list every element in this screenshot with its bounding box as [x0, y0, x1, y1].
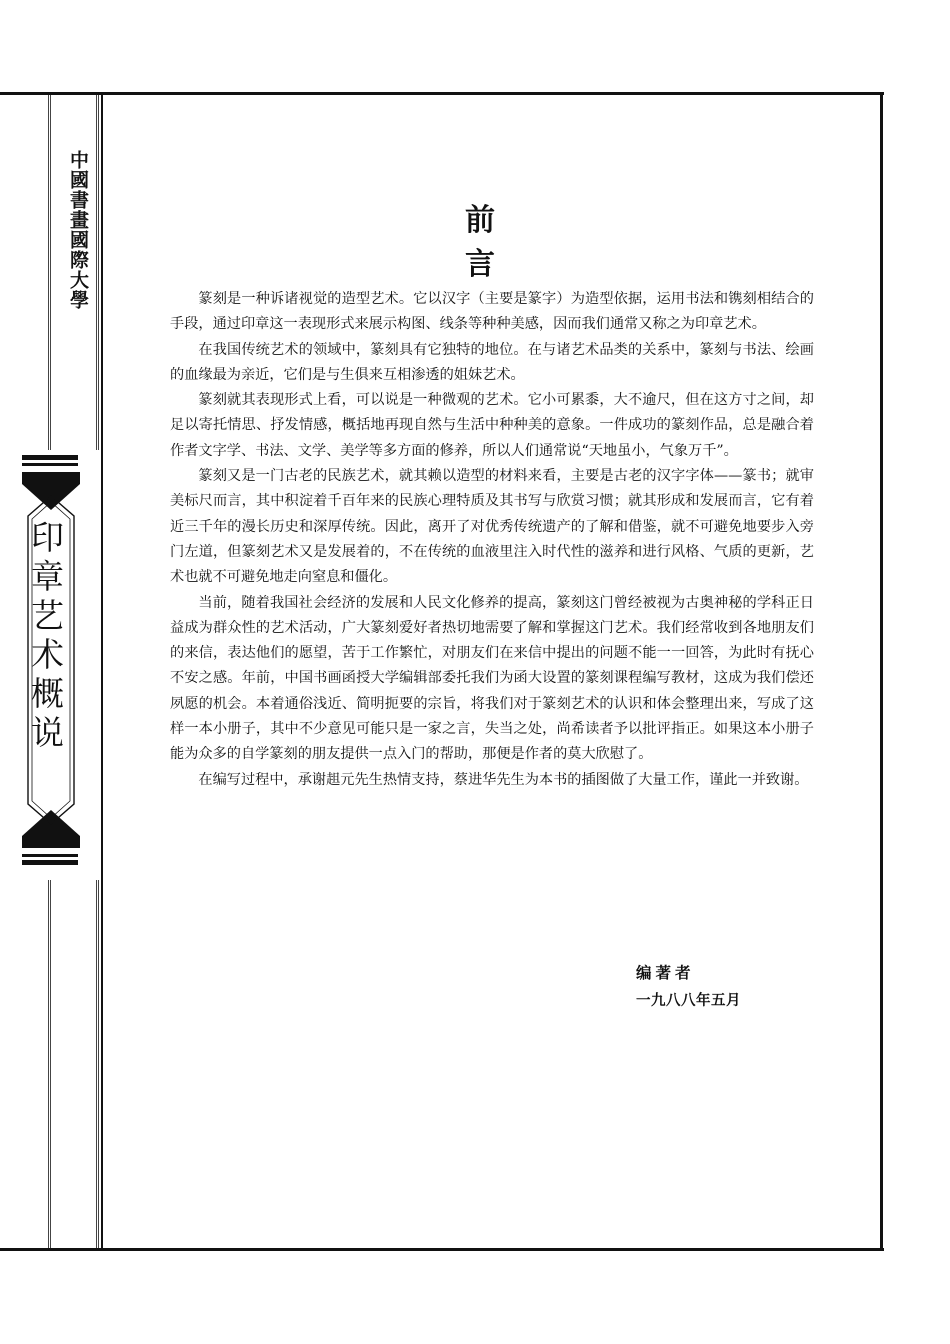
- spine-bar-top-thin: [22, 463, 78, 466]
- spine-rule: [98, 95, 99, 450]
- spine-rule: [50, 95, 51, 450]
- paragraph: 当前，随着我国社会经济的发展和人民文化修养的提高，篆刻这门曾经被视为古奥神秘的学科正日益成为群众性的艺术活动，广大篆刻爱好者热切地需要了解和掌握这门艺术。我们经常收到各地朋友们的来信，表达他们的愿望，苦于工作繁忙，对朋友们在来信中提出的问题不能一一回答，为此时有抚心不安之感。年前，中国书画函授大学编辑部委托我们为函大设置的篆刻课程编写教材，这成为我们偿还夙愿的机会。本着通俗浅近、简明扼要的宗旨，将我们对于篆刻艺术的认识和体会整理出来，写成了这样一本小册子，其中不少意见可能只是一家之言，失当之处，尚希读者予以批评指正。如果这本小册子能为众多的自学篆刻的朋友提供一点入门的帮助，那便是作者的莫大欣慰了。: [170, 594, 814, 763]
- paragraph: 在编写过程中，承谢趄元先生热情支持，蔡进华先生为本书的插图做了大量工作，谨此一并致谢。: [198, 771, 809, 788]
- spine-rule: [50, 880, 51, 1248]
- spine-rule: [96, 95, 97, 450]
- signature-author: 编著者: [636, 964, 695, 982]
- paragraph: 篆刻是一种诉诸视觉的造型艺术。它以汉字（主要是篆字）为造型依据，运用书法和镌刻相结合的手段，通过印章这一表现形式来展示构图、线条等种种美感，因而我们通常又称之为印章艺术。: [170, 291, 814, 333]
- signature-date: 一九八八年五月: [636, 993, 741, 1009]
- spine-rule: [48, 880, 49, 1248]
- series-title: 中國書畫國際大學: [67, 150, 89, 310]
- frame-top-border: [0, 92, 884, 95]
- spine-bar-bottom-thin: [22, 854, 78, 857]
- frame-bottom-border: [0, 1248, 884, 1251]
- frame-right-border: [880, 92, 883, 1251]
- frame-inner-left-border: [101, 94, 103, 1249]
- spine-rule: [48, 95, 49, 450]
- page-heading: 前言: [465, 203, 555, 282]
- spine-rule: [98, 880, 99, 1248]
- preface-body: [170, 287, 814, 793]
- spine-bar-bottom: [22, 860, 78, 865]
- paragraph: 篆刻就其表现形式上看，可以说是一种微观的艺术。它小可累黍，大不逾尺，但在这方寸之间，却足以寄托情思、抒发情感，概括地再现自然与生活中种种美的意象。一件成功的篆刻作品，总是融合着作者文字学、书法、文学、美学等多方面的修养，所以人们通常说“天地虽小，气象万千”。: [170, 392, 814, 459]
- spine-rule: [96, 880, 97, 1248]
- spine-bar-top: [22, 455, 78, 460]
- paragraph: 篆刻又是一门古老的民族艺术，就其赖以造型的材料来看，主要是古老的汉字字体——篆书；就审美标尺而言，其中积淀着千百年来的民族心理特质及其书写与欣赏习惯；就其形成和发展而言，它有着近三千年的漫长历史和深厚传统。因此，离开了对优秀传统遗产的了解和借鉴，就不可避免地要步入旁门左道，但篆刻艺术又是发展着的，不在传统的血液里注入时代性的滋养和进行风格、气质的更新，艺术也就不可避免地走向窒息和僵化。: [170, 468, 814, 586]
- paragraph: 在我国传统艺术的领域中，篆刻具有它独特的地位。在与诸艺术品类的关系中，篆刻与书法、绘画的血缘最为亲近，它们是与生俱来互相渗透的姐妹艺术。: [170, 341, 814, 383]
- book-title: 印章艺术概说: [26, 520, 65, 754]
